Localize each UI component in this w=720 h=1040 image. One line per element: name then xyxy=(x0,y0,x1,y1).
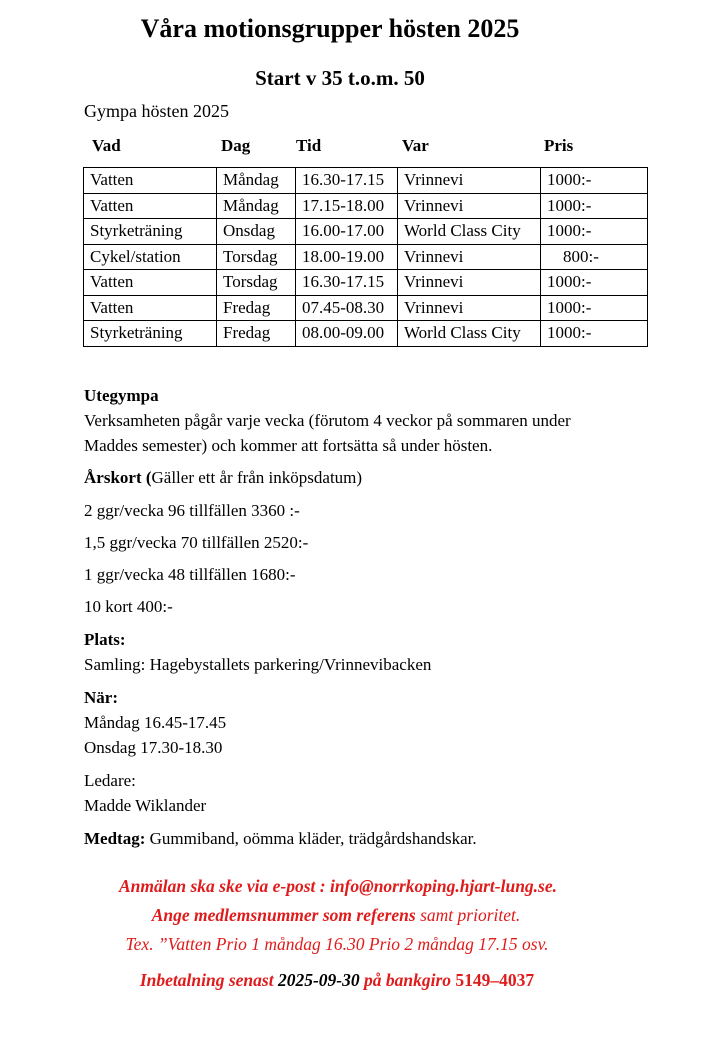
table-cell: Vrinnevi xyxy=(398,244,541,270)
table-row xyxy=(84,321,648,347)
table-cell: 16.00-17.00 xyxy=(296,219,398,245)
medtag-text: Gummiband, oömma kläder, trädgårdshandskar. xyxy=(145,829,477,848)
column-header-var: Var xyxy=(402,136,429,155)
table-cell: 1000:- xyxy=(541,168,648,194)
table-cell: 800:- xyxy=(541,244,648,270)
ledare-heading: Ledare: xyxy=(84,771,136,790)
table-cell: Vatten xyxy=(84,168,217,194)
section-title: Gympa hösten 2025 xyxy=(84,101,229,121)
footer-example-line: Tex. ”Vatten Prio 1 måndag 16.30 Prio 2 måndag 17.15 osv. xyxy=(125,934,549,954)
table-cell: Torsdag xyxy=(217,244,296,270)
table-cell: Fredag xyxy=(217,295,296,321)
table-cell: World Class City xyxy=(398,321,541,347)
table-cell: 1000:- xyxy=(541,270,648,296)
table-cell: Styrketräning xyxy=(84,219,217,245)
table-cell: Torsdag xyxy=(217,270,296,296)
nar-line2: Onsdag 17.30-18.30 xyxy=(84,738,223,757)
schedule-table xyxy=(83,167,648,347)
footer-email-text: Anmälan ska ske via e-post : info@norrkoping.hjart-lung.se. xyxy=(118,876,558,896)
table-cell: Styrketräning xyxy=(84,321,217,347)
table-cell: World Class City xyxy=(398,219,541,245)
ledare-name: Madde Wiklander xyxy=(84,796,207,815)
table-cell: Vatten xyxy=(84,295,217,321)
arskort-option: 1,5 ggr/vecka 70 tillfällen 2520:- xyxy=(84,533,309,552)
table-cell: Vatten xyxy=(84,193,217,219)
table-cell: 07.45-08.30 xyxy=(296,295,398,321)
column-header-tid: Tid xyxy=(296,136,322,155)
arskort-option: 10 kort 400:- xyxy=(84,597,173,616)
footer-bankgiro: 5149–4037 xyxy=(455,970,535,990)
table-cell: 16.30-17.15 xyxy=(296,168,398,194)
footer-payment-date: 2025-09-30 xyxy=(277,970,360,990)
column-header-dag: Dag xyxy=(221,136,251,155)
table-row xyxy=(84,219,648,245)
arskort-heading: Årskort ( xyxy=(84,468,152,487)
footer-reference-rest: samt prioritet. xyxy=(415,905,521,925)
footer-email-line xyxy=(0,876,678,897)
table-cell: 1000:- xyxy=(541,295,648,321)
nar-heading: När: xyxy=(84,688,118,707)
table-cell: Måndag xyxy=(217,168,296,194)
table-cell: Vatten xyxy=(84,270,217,296)
plats-heading: Plats: xyxy=(84,630,126,649)
footer-reference-line xyxy=(0,905,676,926)
table-cell: Måndag xyxy=(217,193,296,219)
table-cell: Vrinnevi xyxy=(398,193,541,219)
table-cell: 1000:- xyxy=(541,321,648,347)
table-row xyxy=(84,244,648,270)
column-header-vad: Vad xyxy=(92,136,121,155)
footer-payment-line xyxy=(0,970,677,991)
table-row xyxy=(84,168,648,194)
table-cell: Vrinnevi xyxy=(398,270,541,296)
table-cell: 18.00-19.00 xyxy=(296,244,398,270)
table-cell: 1000:- xyxy=(541,219,648,245)
table-cell: 1000:- xyxy=(541,193,648,219)
plats-text: Samling: Hagebystallets parkering/Vrinnevibacken xyxy=(84,655,432,674)
arskort-option: 1 ggr/vecka 48 tillfällen 1680:- xyxy=(84,565,296,584)
utegympa-text-line2: Maddes semester) och kommer att fortsätta så under hösten. xyxy=(84,436,493,455)
medtag-heading: Medtag: xyxy=(84,829,146,848)
table-row xyxy=(84,270,648,296)
page-subtitle: Start v 35 t.o.m. 50 xyxy=(255,66,425,90)
arskort-note: Gäller ett år från inköpsdatum) xyxy=(151,468,363,487)
table-cell: Fredag xyxy=(217,321,296,347)
table-cell: 17.15-18.00 xyxy=(296,193,398,219)
table-cell: Vrinnevi xyxy=(398,295,541,321)
nar-line1: Måndag 16.45-17.45 xyxy=(84,713,227,732)
table-row xyxy=(84,295,648,321)
page-title: Våra motionsgrupper hösten 2025 xyxy=(140,14,520,43)
footer-payment-a: Inbetalning senast xyxy=(139,970,278,990)
table-cell: Vrinnevi xyxy=(398,168,541,194)
footer-reference-bold: Ange medlemsnummer som referens xyxy=(151,905,416,925)
table-cell: 08.00-09.00 xyxy=(296,321,398,347)
table-cell: Onsdag xyxy=(217,219,296,245)
table-cell: Cykel/station xyxy=(84,244,217,270)
utegympa-heading: Utegympa xyxy=(84,386,159,405)
table-cell: 16.30-17.15 xyxy=(296,270,398,296)
medtag-line xyxy=(84,826,477,851)
table-row xyxy=(84,193,648,219)
arskort-option: 2 ggr/vecka 96 tillfällen 3360 :- xyxy=(84,501,300,520)
utegympa-text-line1: Verksamheten pågår varje vecka (förutom 4 veckor på sommaren under xyxy=(84,411,571,430)
column-header-pris: Pris xyxy=(544,136,574,155)
footer-payment-b: på bankgiro xyxy=(359,970,456,990)
arskort-line xyxy=(84,465,362,490)
